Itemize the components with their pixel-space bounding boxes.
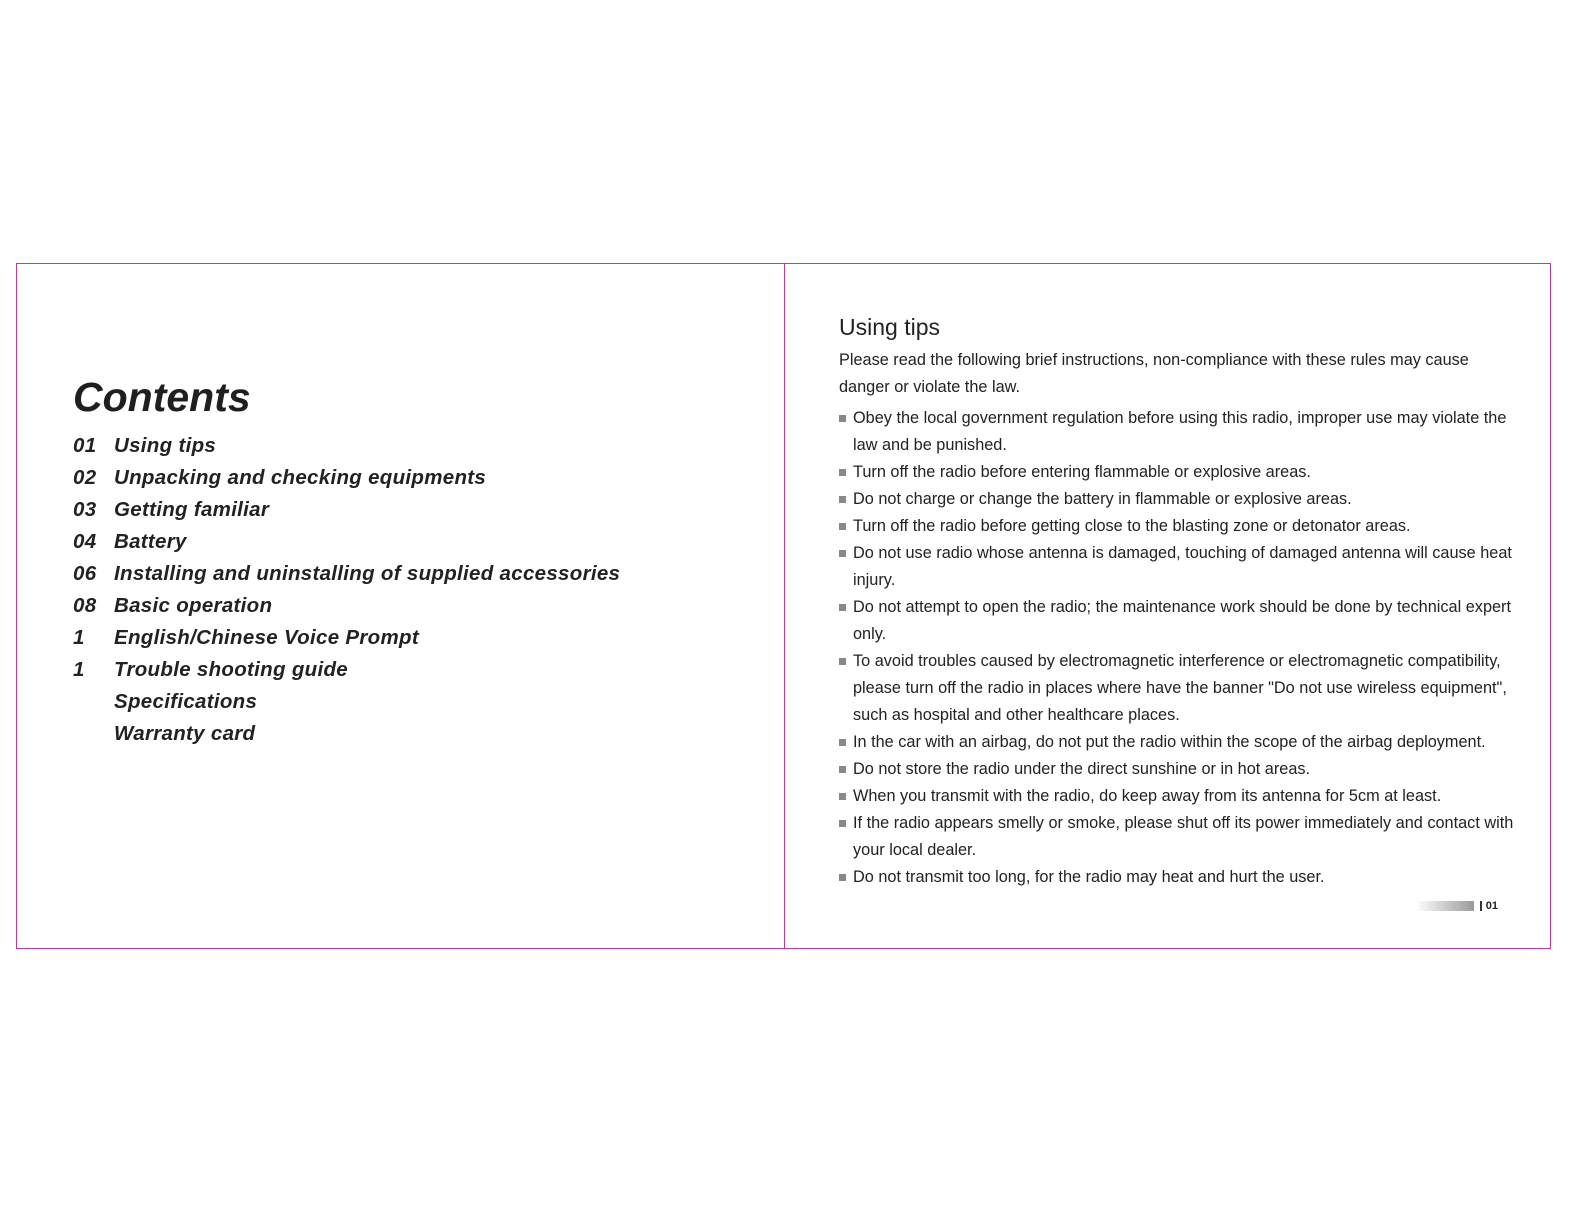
toc-number: 04: [73, 530, 97, 553]
square-bullet-icon: [839, 469, 846, 476]
using-tips-page: [784, 263, 1551, 949]
toc-item: [73, 718, 620, 750]
toc-number: 08: [73, 594, 97, 617]
tip-item: [839, 459, 1519, 486]
toc-label: Unpacking and checking equipments: [114, 466, 487, 489]
square-bullet-icon: [839, 739, 846, 746]
toc-item: [73, 558, 620, 590]
toc-item: [73, 686, 620, 718]
tip-item: [839, 540, 1519, 594]
section-title: Using tips: [839, 314, 940, 340]
tip-text: If the radio appears smelly or smoke, please shut off its power immediately and contact with your local dealer.: [853, 814, 1514, 859]
square-bullet-icon: [839, 658, 846, 665]
tips-list: [839, 405, 1519, 891]
toc-number: 1: [73, 658, 85, 681]
toc-label: English/Chinese Voice Prompt: [114, 626, 419, 649]
gradient-bar: [1416, 901, 1474, 911]
toc-label: Specifications: [114, 690, 258, 713]
square-bullet-icon: [839, 415, 846, 422]
page-number: 01: [1485, 900, 1498, 912]
contents-title: Contents: [73, 374, 251, 420]
toc-item: [73, 622, 620, 654]
tip-item: [839, 513, 1519, 540]
tip-text: To avoid troubles caused by electromagnetic interference or electromagnetic compatibility, please turn off the radio in places where have the banner "Do not use wireless equipment", such as hospital and other healthcare places.: [853, 652, 1507, 724]
toc-label: Getting familiar: [114, 498, 270, 521]
square-bullet-icon: [839, 550, 846, 557]
toc-item: [73, 494, 620, 526]
toc-item: [73, 590, 620, 622]
square-bullet-icon: [839, 523, 846, 530]
toc-label: Battery: [114, 530, 187, 553]
square-bullet-icon: [839, 604, 846, 611]
tip-item: [839, 648, 1519, 729]
tip-text: Turn off the radio before getting close to the blasting zone or detonator areas.: [853, 517, 1411, 535]
toc-label: Trouble shooting guide: [114, 658, 348, 681]
toc-label: Basic operation: [114, 594, 273, 617]
square-bullet-icon: [839, 820, 846, 827]
toc-number: 1: [73, 626, 85, 649]
tip-item: [839, 594, 1519, 648]
square-bullet-icon: [839, 496, 846, 503]
tip-item: [839, 810, 1519, 864]
tip-text: Obey the local government regulation before using this radio, improper use may violate the law and be punished.: [853, 409, 1507, 454]
toc-number: 02: [73, 466, 97, 489]
tip-text: Do not transmit too long, for the radio may heat and hurt the user.: [853, 868, 1325, 886]
tip-item: [839, 486, 1519, 513]
square-bullet-icon: [839, 874, 846, 881]
toc-label: Using tips: [114, 434, 217, 457]
contents-page: [16, 263, 785, 949]
tip-text: In the car with an airbag, do not put the radio within the scope of the airbag deployment.: [853, 733, 1486, 751]
toc-item: [73, 526, 620, 558]
tip-text: Do not charge or change the battery in flammable or explosive areas.: [853, 490, 1352, 508]
tip-item: [839, 864, 1519, 891]
toc-item: [73, 462, 620, 494]
intro-paragraph: Please read the following brief instructions, non-compliance with these rules may cause danger or violate the law.: [839, 351, 1469, 396]
square-bullet-icon: [839, 793, 846, 800]
square-bullet-icon: [839, 766, 846, 773]
tip-text: Do not use radio whose antenna is damaged, touching of damaged antenna will cause heat injury.: [853, 544, 1512, 589]
contents-list: [73, 430, 620, 750]
toc-number: 06: [73, 562, 97, 585]
tip-item: [839, 405, 1519, 459]
toc-label: Installing and uninstalling of supplied accessories: [114, 562, 621, 585]
toc-number: 03: [73, 498, 97, 521]
page-footer: [1416, 901, 1498, 911]
tip-text: When you transmit with the radio, do keep away from its antenna for 5cm at least.: [853, 787, 1442, 805]
footer-divider: [1480, 901, 1482, 911]
toc-label: Warranty card: [114, 722, 256, 745]
tip-item: [839, 756, 1519, 783]
tip-text: Do not store the radio under the direct sunshine or in hot areas.: [853, 760, 1311, 778]
toc-item: [73, 430, 620, 462]
toc-item: [73, 654, 620, 686]
manual-spread: [16, 263, 1551, 949]
tip-text: Turn off the radio before entering flammable or explosive areas.: [853, 463, 1311, 481]
tip-item: [839, 729, 1519, 756]
tip-item: [839, 783, 1519, 810]
tip-text: Do not attempt to open the radio; the maintenance work should be done by technical expert only.: [853, 598, 1511, 643]
toc-number: 01: [73, 434, 97, 457]
